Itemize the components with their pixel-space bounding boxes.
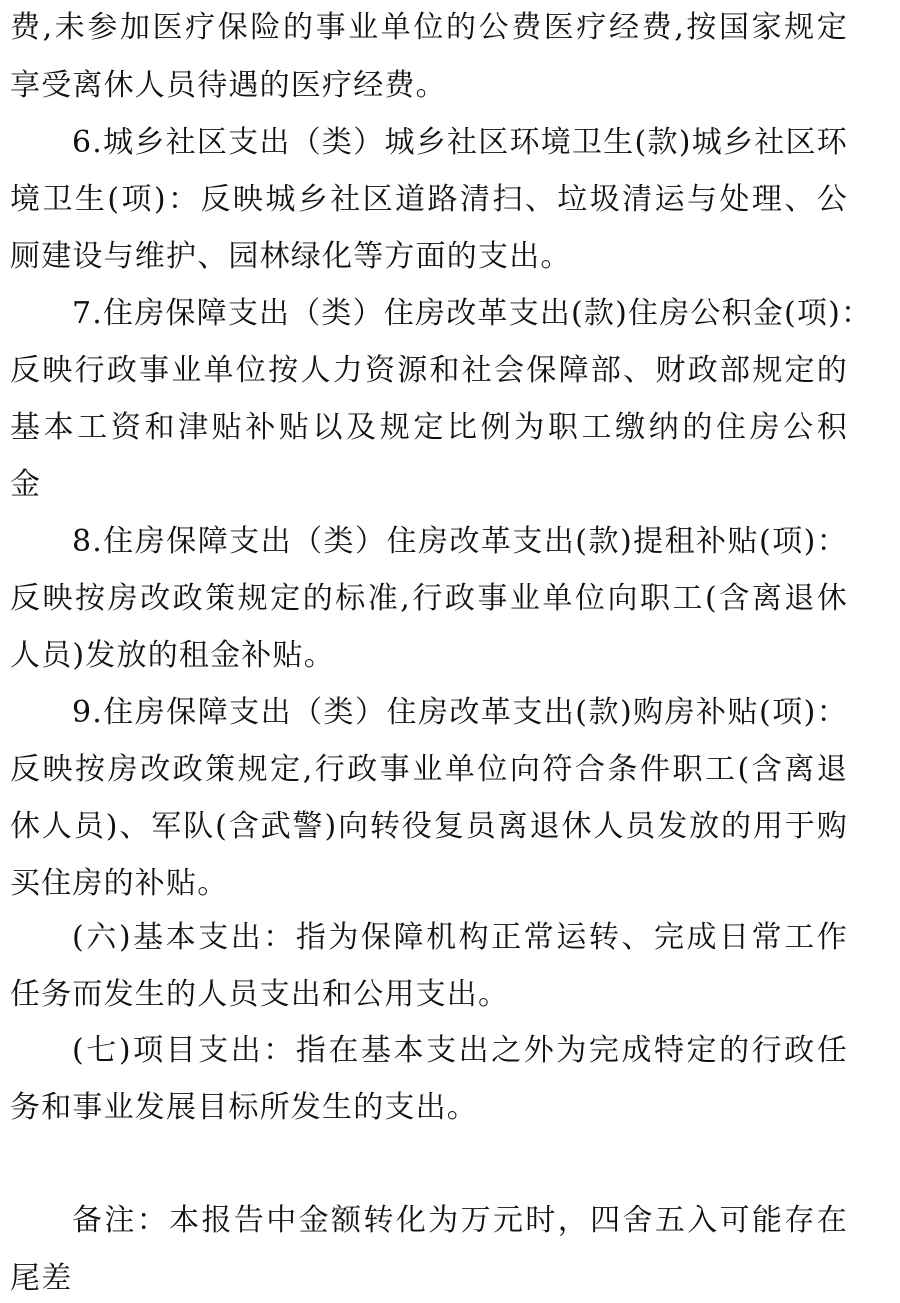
- note-line: 备注：本报告中金额转化为万元时，四舍五入可能存在: [72, 1203, 848, 1238]
- text-line: 境卫生(项)：反映城乡社区道路清扫、垃圾清运与处理、公: [10, 182, 848, 217]
- text-line: 反映按房改政策规定的标准,行政事业单位向职工(含离退休: [10, 581, 848, 616]
- paragraph-start-line: 8.住房保障支出（类）住房改革支出(款)提租补贴(项)：: [72, 524, 848, 559]
- text-line: 人员)发放的租金补贴。: [10, 638, 335, 673]
- paragraph-start-line: 6.城乡社区支出（类）城乡社区环境卫生(款)城乡社区环: [72, 125, 848, 160]
- text-line: 厕建设与维护、园林绿化等方面的支出。: [10, 239, 572, 274]
- paragraph-start-line: (七)项目支出：指在基本支出之外为完成特定的行政任: [72, 1033, 848, 1068]
- text-line: 休人员)、军队(含武警)向转役复员离退休人员发放的用于购: [10, 809, 848, 844]
- text-line: 基本工资和津贴补贴以及规定比例为职工缴纳的住房公积: [10, 410, 848, 445]
- text-line: 金: [10, 467, 42, 502]
- text-line: 享受离休人员待遇的医疗经费。: [10, 68, 447, 103]
- text-line: 费,未参加医疗保险的事业单位的公费医疗经费,按国家规定: [10, 10, 848, 45]
- text-line: 反映按房改政策规定,行政事业单位向符合条件职工(含离退: [10, 752, 848, 787]
- paragraph-start-line: 9.住房保障支出（类）住房改革支出(款)购房补贴(项)：: [72, 695, 848, 730]
- text-line: 任务而发生的人员支出和公用支出。: [10, 977, 510, 1012]
- paragraph-start-line: 7.住房保障支出（类）住房改革支出(款)住房公积金(项)：: [72, 296, 873, 331]
- text-line: 买住房的补贴。: [10, 866, 229, 901]
- text-line: 务和事业发展目标所发生的支出。: [10, 1090, 478, 1125]
- paragraph-start-line: (六)基本支出：指为保障机构正常运转、完成日常工作: [72, 920, 848, 955]
- text-line: 反映行政事业单位按人力资源和社会保障部、财政部规定的: [10, 353, 848, 388]
- note-line: 尾差: [10, 1261, 73, 1296]
